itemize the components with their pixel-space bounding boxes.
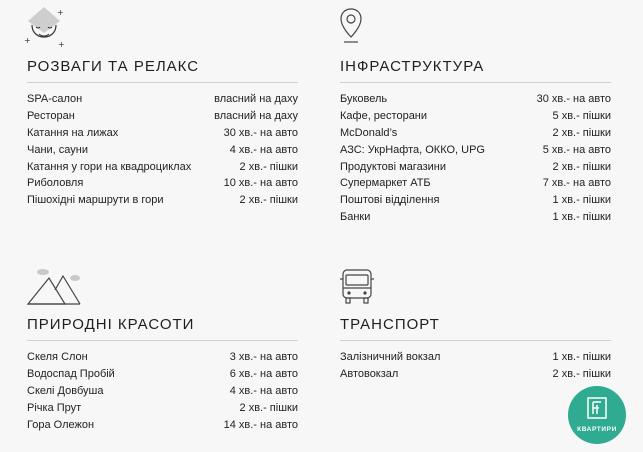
- infrastructure-title: ІНФРАСТРУКТУРА: [340, 58, 485, 75]
- item-value: 2 хв.- пішки: [239, 401, 298, 414]
- list-item: [340, 209, 611, 226]
- list-item: [27, 192, 298, 209]
- item-value: 2 хв.- пішки: [239, 194, 298, 207]
- list-item: [340, 158, 611, 175]
- list-item: [27, 175, 298, 192]
- item-name: Банки: [340, 210, 371, 223]
- list-item: [27, 383, 298, 400]
- item-name: Катання на лижах: [27, 126, 119, 139]
- list-item: [27, 125, 298, 142]
- item-value: 30 хв.- на авто: [223, 126, 298, 139]
- item-value: 1 хв.- пішки: [552, 210, 611, 223]
- item-name: Риболовля: [27, 177, 84, 190]
- item-value: 2 хв.- пішки: [552, 160, 611, 173]
- spa-face-icon: [24, 3, 64, 56]
- item-value: 7 хв.- на авто: [542, 177, 611, 190]
- list-item: [340, 108, 611, 125]
- item-value: 10 хв.- на авто: [223, 177, 298, 190]
- list-item: [27, 349, 298, 366]
- transport-title: ТРАНСПОРТ: [340, 316, 440, 333]
- item-value: 4 хв.- на авто: [229, 143, 298, 156]
- item-value: 30 хв.- на авто: [536, 93, 611, 106]
- item-name: Річка Прут: [27, 401, 82, 414]
- item-value: власний на даху: [214, 93, 298, 106]
- list-item: [27, 91, 298, 108]
- item-name: Скелі Довбуша: [27, 384, 104, 397]
- item-value: 2 хв.- пішки: [239, 160, 298, 173]
- list-item: [340, 349, 611, 366]
- item-value: 5 хв.- на авто: [542, 143, 611, 156]
- item-name: McDonald’s: [340, 126, 398, 139]
- item-value: 5 хв.- пішки: [552, 110, 611, 123]
- list-item: [340, 91, 611, 108]
- item-name: Кафе, ресторани: [340, 110, 428, 123]
- location-pin-icon: [340, 8, 362, 49]
- list-item: [340, 175, 611, 192]
- item-value: 1 хв.- пішки: [552, 194, 611, 207]
- item-name: Продуктові магазини: [340, 160, 446, 173]
- nature-title: ПРИРОДНІ КРАСОТИ: [27, 316, 195, 333]
- item-value: 1 хв.- пішки: [552, 351, 611, 364]
- divider: [27, 82, 298, 83]
- item-name: Скеля Слон: [27, 351, 88, 364]
- item-name: Гора Олежон: [27, 418, 95, 431]
- list-item: [27, 108, 298, 125]
- item-value: 6 хв.- на авто: [229, 368, 298, 381]
- item-value: 3 хв.- на авто: [229, 351, 298, 364]
- item-value: власний на даху: [214, 110, 298, 123]
- item-value: 2 хв.- пішки: [552, 126, 611, 139]
- leisure-title: РОЗВАГИ ТА РЕЛАКС: [27, 58, 200, 75]
- bus-icon: [340, 268, 374, 311]
- item-name: Автовокзал: [340, 368, 399, 381]
- svg-text:+: +: [57, 8, 64, 17]
- svg-text:+: +: [24, 36, 31, 45]
- list-item: [27, 366, 298, 383]
- divider: [340, 82, 611, 83]
- item-name: Супермаркет АТБ: [340, 177, 431, 190]
- list-item: [340, 141, 611, 158]
- list-item: [340, 125, 611, 142]
- item-value: 4 хв.- на авто: [229, 384, 298, 397]
- leisure-list: [27, 91, 298, 209]
- item-name: Залізничний вокзал: [340, 351, 441, 364]
- item-name: Катання у гори на квадроциклах: [27, 160, 192, 173]
- item-name: Поштові відділення: [340, 194, 440, 207]
- item-name: Чани, сауни: [27, 143, 88, 156]
- apartments-button-label: КВАРТИРИ: [577, 426, 617, 433]
- list-item: [27, 399, 298, 416]
- divider: [340, 340, 611, 341]
- item-name: Водоспад Пробій: [27, 368, 115, 381]
- list-item: [340, 192, 611, 209]
- item-value: 14 хв.- на авто: [223, 418, 298, 431]
- transport-list: [340, 349, 611, 383]
- apartments-logo-icon: [587, 397, 607, 424]
- apartments-button[interactable]: [568, 386, 626, 444]
- item-name: SPA-салон: [27, 93, 83, 106]
- mountains-icon: [27, 266, 81, 311]
- nature-list: [27, 349, 298, 433]
- item-name: Буковель: [340, 93, 388, 106]
- item-name: Пішохідні маршрути в гори: [27, 194, 164, 207]
- item-name: АЗС: УкрНафта, ОККО, UPG: [340, 143, 485, 156]
- list-item: [27, 141, 298, 158]
- list-item: [340, 366, 611, 383]
- list-item: [27, 416, 298, 433]
- divider: [27, 340, 298, 341]
- svg-text:+: +: [58, 40, 65, 49]
- item-name: Ресторан: [27, 110, 75, 123]
- infrastructure-list: [340, 91, 611, 225]
- list-item: [27, 158, 298, 175]
- item-value: 2 хв.- пішки: [552, 368, 611, 381]
